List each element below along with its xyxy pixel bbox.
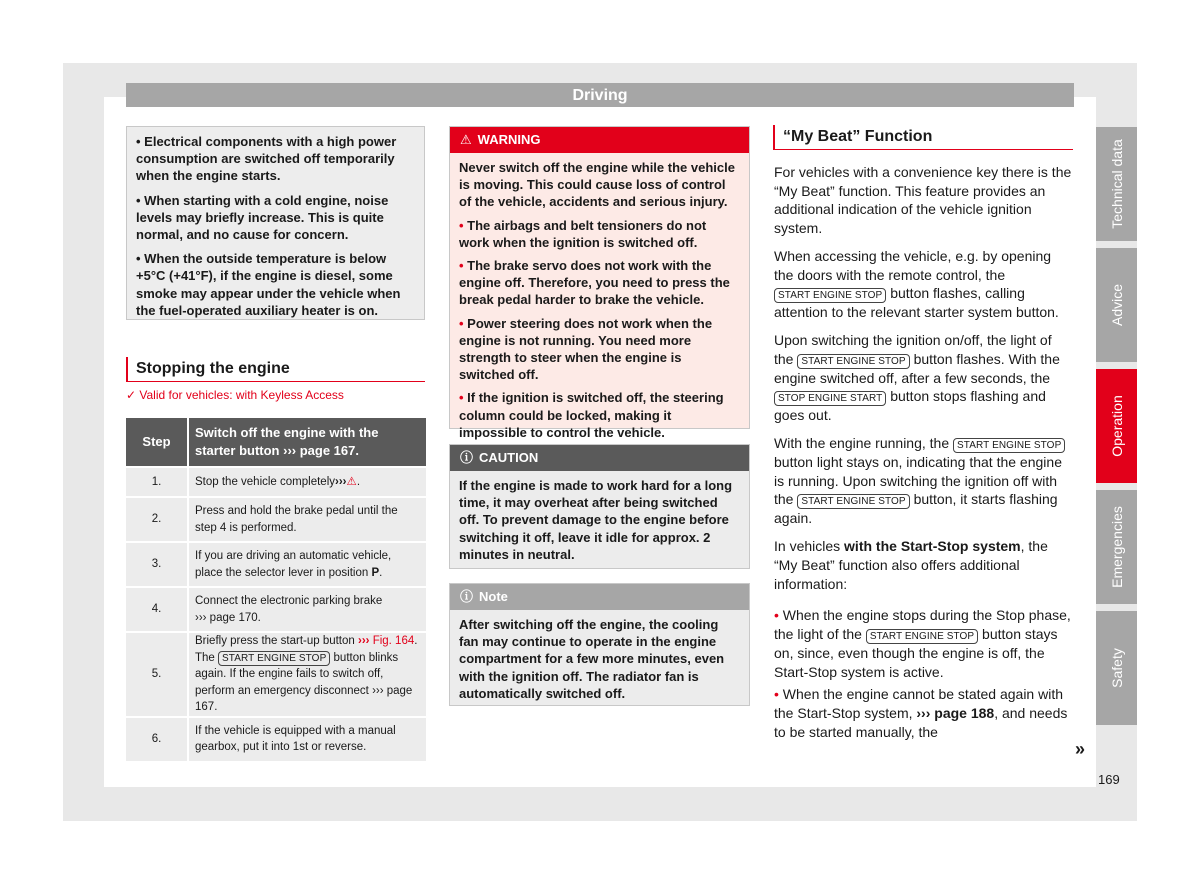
warning-icon: ⚠ — [346, 475, 357, 488]
tab-technical-data[interactable]: Technical data — [1096, 127, 1137, 241]
warning-item: • If the ignition is switched off, the steering column could be locked, making it impossible to control the vehicle. — [459, 390, 724, 440]
table-row — [126, 631, 426, 716]
step-number: 1. — [126, 466, 189, 496]
step-number: 4. — [126, 586, 189, 631]
warning-item: • The airbags and belt tensioners do not work when the ignition is switched off. — [459, 217, 707, 250]
my-beat-title: “My Beat” Function — [773, 125, 1073, 150]
stop-engine-start-key: STOP ENGINE START — [774, 391, 886, 406]
table-row — [126, 466, 426, 496]
table-row — [126, 541, 426, 586]
validity-note: ✓ Valid for vehicles: with Keyless Access — [126, 388, 344, 402]
step-text: Press and hold the brake pedal until the step 4 is performed. — [189, 496, 426, 541]
table-row — [126, 716, 426, 761]
warning-box — [449, 126, 750, 440]
note-text: After switching off the engine, the cooling fan may continue to operate in the engine compartment for a few more minutes, even with the ignition off. The radiator fan is automatically switched off. — [459, 617, 725, 701]
step-column-header: Step — [126, 418, 189, 466]
caution-text: If the engine is made to work hard for a long time, it may overheat after being switched off. To prevent damage to the engine before switching it off, leave it idle for approx. 2 minutes in neutral. — [459, 478, 733, 562]
step-text: If the vehicle is equipped with a manual gearbox, put it into 1st or reverse. — [189, 716, 426, 761]
start-engine-stop-key: START ENGINE STOP — [774, 288, 886, 303]
figure-link[interactable]: Fig. 164 — [369, 635, 415, 647]
step-text: If you are driving an automatic vehicle, place the selector lever in position P. — [189, 541, 426, 586]
page-ref-link[interactable]: ››› page 188 — [916, 705, 995, 722]
ref-arrow[interactable]: ››› — [358, 635, 370, 647]
note-item: • Electrical components with a high power consumption are switched off temporarily when the engine starts. — [136, 134, 397, 184]
note-box — [449, 583, 750, 706]
start-engine-stop-key: START ENGINE STOP — [797, 494, 909, 509]
table-row — [126, 586, 426, 631]
step-number: 5. — [126, 631, 189, 716]
paragraph: For vehicles with a convenience key there is the “My Beat” function. This feature provides an additional indication of the vehicle ignition system. — [774, 164, 1072, 237]
info-circle-icon: ⓘ — [460, 450, 474, 465]
tab-safety[interactable]: Safety — [1096, 611, 1137, 725]
tab-advice[interactable]: Advice — [1096, 248, 1137, 362]
tab-emergencies[interactable]: Emergencies — [1096, 490, 1137, 604]
caution-box — [449, 444, 750, 569]
page-header: Driving — [126, 83, 1074, 107]
note-icon: ⓘ — [460, 589, 474, 604]
start-engine-stop-key: START ENGINE STOP — [797, 354, 909, 369]
warning-item: • Power steering does not work when the engine is not running. You need more strength to steer when the engine is switched off. — [459, 315, 713, 383]
warning-header: ⚠ WARNING — [450, 127, 749, 153]
notes-box — [126, 126, 425, 320]
warning-item: • The brake servo does not work with the engine off. Therefore, you need to press the break pedal harder to brake the vehicle. — [459, 258, 730, 308]
paragraph: In vehicles with the Start-Stop system, the “My Beat” function also offers additional information: — [774, 538, 1048, 592]
section-title: Stopping the engine — [126, 357, 425, 382]
step-number: 3. — [126, 541, 189, 586]
step-number: 6. — [126, 716, 189, 761]
warning-triangle-icon: ⚠ — [460, 132, 472, 147]
step-number: 2. — [126, 496, 189, 541]
my-beat-text — [774, 163, 1072, 750]
bullet-item: • When the engine cannot be stated again with the Start-Stop system, ››› page 188, and needs to be started manually, the — [774, 686, 1068, 740]
page-ref-link[interactable]: ››› page 167. — [283, 443, 359, 458]
page-number: 169 — [1098, 772, 1120, 787]
steps-table — [126, 418, 426, 761]
start-engine-stop-key: START ENGINE STOP — [218, 651, 330, 666]
paragraph: Upon switching the ignition on/off, the light of the START ENGINE STOP button flashes. With the engine switched off, after a few seconds, the STOP ENGINE START button stops flashing and goes out. — [774, 331, 1060, 424]
ref-arrow[interactable]: ››› — [335, 475, 347, 488]
step-text: Briefly press the start-up button ››› Fig. 164. The START ENGINE STOP button blinks again. If the engine fails to switch off, perform an emergency disconnect ››› page 167. — [189, 631, 426, 716]
step-text: Stop the vehicle completely›››⚠. — [189, 466, 426, 496]
page-ref-link[interactable]: ››› page 170. — [195, 611, 261, 624]
paragraph: When accessing the vehicle, e.g. by opening the doors with the remote control, the START ENGINE STOP button flashes, calling attention to the relevant starter system button. — [774, 247, 1059, 321]
note-header: ⓘ Note — [450, 584, 749, 610]
caution-header: ⓘ CAUTION — [450, 445, 749, 471]
note-item: • When the outside temperature is below +5°C (+41°F), if the engine is diesel, some smoke may appear under the vehicle when the fuel-operated auxiliary heater is on. — [136, 251, 401, 318]
bullet-item: • When the engine stops during the Stop phase, the light of the START ENGINE STOP button stays on, since, even though the engine is off, the Start-Stop system is active. — [774, 607, 1071, 680]
step-text: Connect the electronic parking brake ››› page 170. — [189, 586, 426, 631]
continue-arrow-icon: » — [1075, 739, 1086, 759]
action-column-header: Switch off the engine with the starter button ››› page 167. — [189, 418, 426, 466]
paragraph: With the engine running, the START ENGINE STOP button light stays on, indicating that the engine is running. Upon switching the ignition off with the START ENGINE STOP button, it starts flashing again. — [774, 434, 1072, 528]
tab-operation[interactable]: Operation — [1096, 369, 1137, 483]
note-item: • When starting with a cold engine, noise levels may briefly increase. This is quite normal, and no cause for concern. — [136, 192, 389, 243]
table-row — [126, 496, 426, 541]
page-ref-link[interactable]: ››› page 167 — [195, 684, 413, 713]
table-header-row — [126, 418, 426, 466]
start-engine-stop-key: START ENGINE STOP — [866, 629, 978, 644]
warning-text: Never switch off the engine while the vehicle is moving. This could cause loss of control of the vehicle, accidents and serious injury. — [459, 160, 735, 210]
start-engine-stop-key: START ENGINE STOP — [953, 438, 1065, 453]
